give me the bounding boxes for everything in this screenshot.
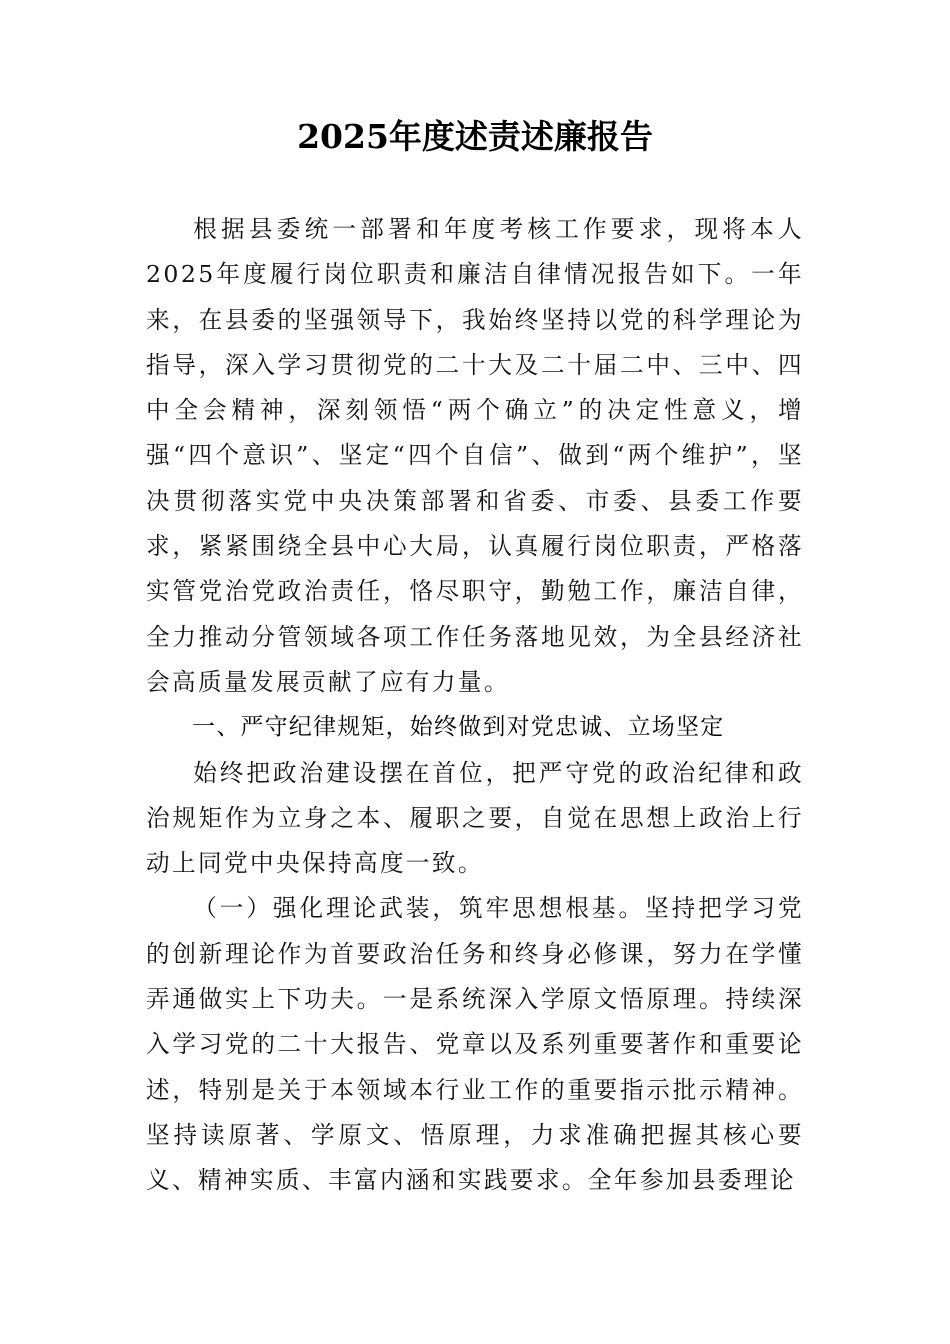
document-title: 2025年度述责述廉报告 <box>297 117 653 156</box>
subsection-1-text: 坚持把学习党的创新理论作为首要政治任务和终身必修课，努力在学懂弄通做实上下功夫。一是系统深入学原文悟原理。持续深入学习党的二十大报告、党章以及系列重要著作和重要论述，特别是关于本领域本行业工作的重要指示批示精神。坚持读原著、学原文、悟原理，力求准确把握其核心要义、精神实质、丰富内涵和实践要求。全年参加县委理论 <box>146 894 804 1195</box>
intro-paragraph: 根据县委统一部署和年度考核工作要求，现将本人2025年度履行岗位职责和廉洁自律情况报告如下。一年来，在县委的坚强领导下，我始终坚持以党的科学理论为指导，深入学习贯彻党的二十大及二十届二中、三中、四中全会精神，深刻领悟“两个确立”的决定性意义，增强“四个意识”、坚定“四个自信”、做到“两个维护”，坚决贯彻落实党中央决策部署和省委、市委、县委工作要求，紧紧围绕全县中心大局，认真履行岗位职责，严格落实管党治党政治责任，恪尽职守，勤勉工作，廉洁自律，全力推动分管领域各项工作任务落地见效，为全县经济社会高质量发展贡献了应有力量。 <box>146 215 804 696</box>
section-heading-1: 一、严守纪律规矩，始终做到对党忠诚、立场坚定 <box>192 714 725 741</box>
subsection-1-paragraph <box>146 886 804 1203</box>
document-body <box>146 207 804 1204</box>
subsection-1-lead: （一）强化理论武装，筑牢思想根基。 <box>193 894 646 923</box>
section-1-paragraph: 始终把政治建设摆在首位，把严守党的政治纪律和政治规矩作为立身之本、履职之要，自觉在思想上政治上行动上同党中央保持高度一致。 <box>146 758 804 878</box>
